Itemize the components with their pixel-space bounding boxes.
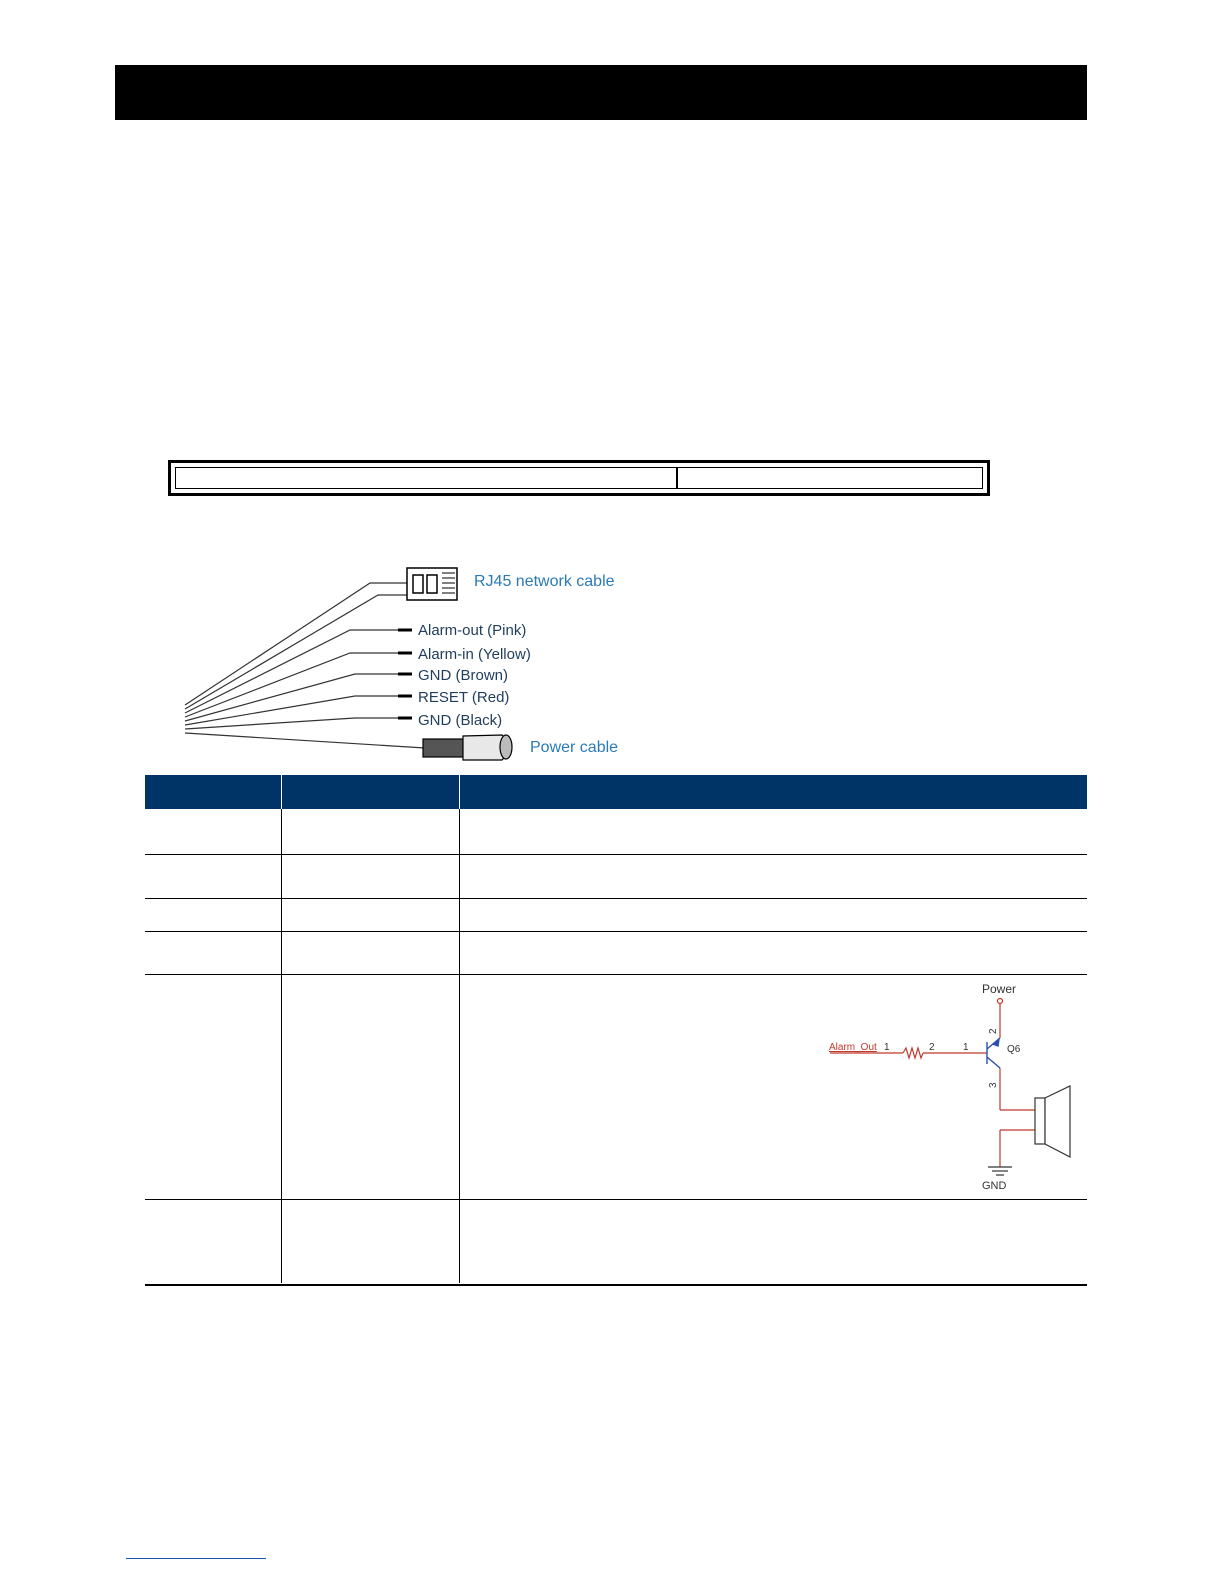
transistor-icon: [987, 1038, 1000, 1068]
ground-icon: [988, 1167, 1012, 1175]
circuit-power-label: Power: [982, 982, 1017, 996]
power-wire: [185, 733, 425, 748]
table-row-line: [145, 898, 1087, 899]
rj45-connector-icon: [407, 568, 457, 600]
wire-label-gnd-black: GND (Black): [418, 712, 503, 729]
power-cable-label: Power cable: [530, 739, 619, 756]
wire-label-gnd-brown: GND (Brown): [418, 667, 509, 684]
table-row-line: [145, 974, 1087, 975]
table-bottom-line: [145, 1284, 1087, 1286]
boxed-table-divider: [676, 467, 678, 489]
rj45-wire-a: [185, 583, 408, 705]
table-column-line: [459, 809, 460, 1283]
resistor-icon: [903, 1048, 923, 1058]
power-terminal-icon: [998, 999, 1003, 1004]
transistor-pin-3: 3: [988, 1082, 999, 1088]
resistor-pin-1: 1: [884, 1042, 890, 1053]
boxed-table: [168, 460, 990, 496]
transistor-label: Q6: [1007, 1044, 1021, 1055]
speaker-icon: [1035, 1086, 1070, 1157]
transistor-pin-1: 1: [963, 1042, 969, 1053]
rj45-label: RJ45 network cable: [474, 573, 615, 590]
cable-diagram: [180, 555, 650, 770]
table-header-separator: [459, 775, 460, 809]
wire-label-alarm-out: Alarm-out (Pink): [418, 622, 527, 639]
power-plug-icon: [423, 735, 512, 760]
wire-label-alarm-in: Alarm-in (Yellow): [418, 646, 531, 663]
wire-reset: [185, 696, 398, 725]
table-row-line: [145, 1199, 1087, 1200]
alarm-out-circuit-diagram: [825, 980, 1080, 1195]
circuit-wires: [830, 1003, 1035, 1167]
resistor-pin-2: 2: [929, 1042, 935, 1053]
wire-tips: [398, 630, 412, 718]
boxed-table-inner-border: [175, 467, 983, 489]
transistor-pin-2: 2: [988, 1028, 999, 1034]
footnote-rule: [126, 1558, 266, 1559]
table-row-line: [145, 854, 1087, 855]
table-column-line: [281, 809, 282, 1283]
circuit-gnd-label: GND: [982, 1180, 1007, 1192]
table-row-line: [145, 931, 1087, 932]
table-header-separator: [281, 775, 282, 809]
wire-label-reset: RESET (Red): [418, 689, 510, 706]
cable-bundle: [185, 583, 425, 748]
alarm-out-signal-label: Alarm_Out: [829, 1042, 877, 1053]
rj45-wire-b: [185, 595, 408, 709]
section-header-bar: [115, 65, 1087, 120]
table-header-row: [145, 775, 1087, 809]
wire-alarm-out: [185, 630, 398, 713]
